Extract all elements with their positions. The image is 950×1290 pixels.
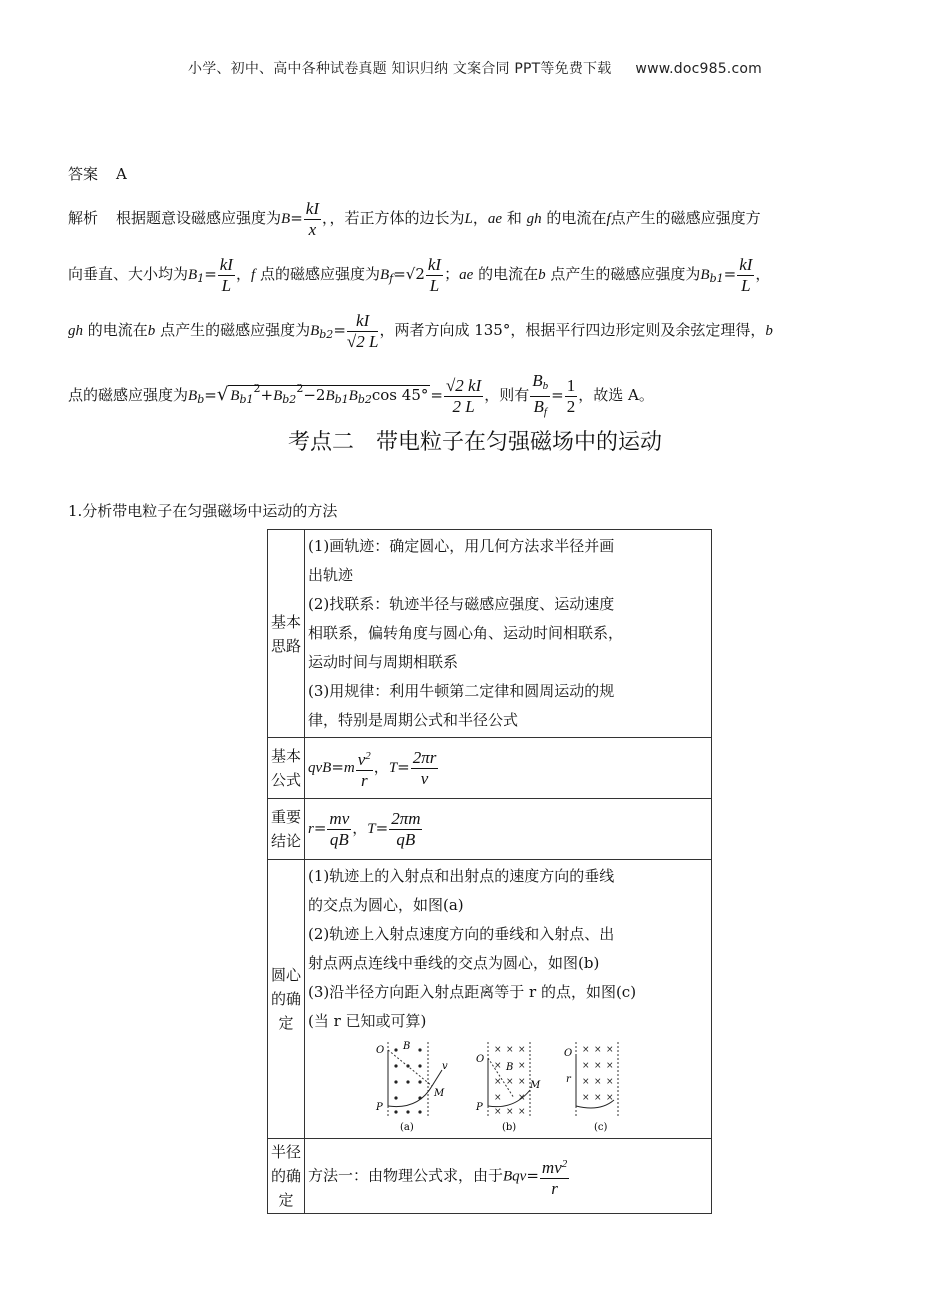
formula-fraction: $\frac{√2 kI}{2 L}$ [445,375,482,416]
content-line: 射点两点连线中垂线的交点为圆心，如图(b) [308,954,600,972]
row-key [268,799,305,860]
analysis-line-2: 向垂直、大小均为$B_1=$ $\frac{kI}{L}$ ，f 点的磁感应强度为$B_f=√2$ $\frac{kI}{L}$ ；ae 的电流在b 点产生的磁感应强度为$B_{b1}=$ $\frac{kI}{L}$ ， [68,254,771,295]
figure-label: (c) [594,1122,608,1133]
svg-text:O: O [564,1048,573,1059]
svg-text:×: × [518,1077,526,1087]
subheading: 1.分析带电粒子在匀强磁场中运动的方法 [68,502,338,520]
svg-text:×: × [594,1061,602,1071]
content-line: (3)用规律：利用牛顿第二定律和圆周运动的规 [308,682,615,700]
formula-fraction: $\frac{1}{2}$ [566,375,576,416]
analysis-text: 的电流在 [478,265,539,283]
content-line: 运动时间与周期相联系 [308,653,459,671]
row-content: 方法一：由物理公式求，由于Bqv= $\frac{mv^2}{r}$ [305,1139,712,1214]
svg-text:×: × [594,1093,602,1103]
answer-label: 答案 [68,165,99,183]
content-line: 律，特别是周期公式和半径公式 [308,711,519,729]
table-row [268,738,712,799]
method-table [267,529,712,1214]
analysis-text: 点的磁感应强度为 [68,386,189,404]
content-line: (2)找联系：轨迹半径与磁感应强度、运动速度 [308,595,615,613]
svg-text:×: × [494,1045,502,1055]
row-content [305,799,712,860]
svg-text:×: × [494,1107,502,1117]
row-content [305,738,712,799]
svg-text:×: × [518,1045,526,1055]
analysis-text: 两者方向成 135°，根据平行四边形定则及余弦定理得， [394,321,766,339]
content-line: (1)画轨迹：确定圆心，用几何方法求半径并画 [308,537,615,555]
analysis-text: 的电流在 [87,321,148,339]
svg-text:×: × [518,1107,526,1117]
table-row [268,799,712,860]
answer-line [68,163,890,185]
formula-fraction: $\frac{B_b}{B_f}$ [532,370,549,418]
center-diagrams [308,1040,708,1134]
analysis-text: 根据题意设磁感应强度为 [116,209,282,227]
analysis-text: ，若正方体的边长为 [329,209,465,227]
figure-label: (a) [400,1122,414,1133]
analysis-line-3: gh 的电流在b 点产生的磁感应强度为$B_{b2}=$ $\frac{kI}{√2 L}$ ，两者方向成 135°，根据平行四边形定则及余弦定理得，b [68,310,773,351]
svg-text:×: × [582,1061,590,1071]
analysis-label: 解析 [68,209,99,227]
content-line: 方法一：由物理公式求，由于 [308,1166,504,1184]
figure-label: (b) [502,1122,517,1133]
header-text: 小学、初中、高中各种试卷真题 知识归纳 文案合同 PPT等免费下载 [188,61,612,77]
svg-text:×: × [518,1093,526,1103]
svg-text:×: × [494,1061,502,1071]
svg-text:B: B [403,1041,411,1052]
row-key-text: 基本思路 [270,612,301,655]
row-key-text: 基本公式 [270,747,301,789]
content-line: 出轨迹 [308,566,354,584]
formula-fraction: $\frac{mv^2}{r}$ [540,1154,569,1199]
analysis-text: 点产生的磁感应强度为 [550,265,701,283]
analysis-text: 点产生的磁感应强度方 [610,209,761,227]
analysis-text: 的电流在 [546,209,607,227]
content-line: (当 r 已知或可算) [308,1012,427,1030]
formula: qvB=m $\frac{v^2}{r}$ ，T= $\frac{2\pi r}{v}$ [308,747,437,790]
content-line: (3)沿半径方向距入射点距离等于 r 的点，如图(c) [308,983,637,1001]
table-row [268,860,712,1139]
svg-text:M: M [530,1080,541,1091]
table-row [268,1139,712,1214]
analysis-line-4: 点的磁感应强度为$B_b=√$ $B_{b1}^2+B_{b2}^2-2B_{b1}B_{b2}\cos$ 45° = $\frac{√2 kI}{2 L}$ ，则有 $\frac{B_b}{B_f}$ = $\frac{1}{2}$ ，故选 A。 [68,366,890,412]
analysis-text: 和 [506,209,522,227]
table-row [268,530,712,738]
section-title: 带电粒子在匀强磁场中的运动 [376,430,663,455]
row-key-text: 半径的确定 [270,1143,301,1209]
figure-c [564,1042,618,1133]
svg-text:×: × [594,1077,602,1087]
svg-text:×: × [506,1045,514,1055]
svg-text:×: × [506,1107,514,1117]
formula-fraction: $\frac{kI}{L}$ [739,254,753,295]
svg-text:O: O [376,1045,385,1056]
formula-fraction: $\frac{kI}{L}$ [219,254,233,295]
content-line: 相联系，偏转角度与圆心角、运动时间相联系， [308,624,624,642]
svg-text:×: × [494,1077,502,1087]
row-content [305,530,712,738]
section-label: 考点二 [287,430,354,455]
row-key [268,1139,305,1214]
svg-text:×: × [582,1077,590,1087]
answer-value: A [116,165,127,183]
content-line: (2)轨迹上入射点速度方向的垂线和入射点、出 [308,925,615,943]
page-header [0,58,950,78]
svg-text:×: × [582,1093,590,1103]
svg-text:×: × [494,1093,502,1103]
content-line: (1)轨迹上的入射点和出射点的速度方向的垂线 [308,867,615,885]
svg-text:v: v [442,1061,448,1072]
analysis-text: 故选 A。 [593,386,654,404]
svg-text:×: × [582,1045,590,1055]
header-url[interactable]: www.doc985.com [635,61,762,77]
svg-text:×: × [606,1077,614,1087]
svg-text:×: × [606,1093,614,1103]
svg-text:×: × [518,1061,526,1071]
content-line: 的交点为圆心，如图(a) [308,896,464,914]
svg-text:×: × [594,1045,602,1055]
svg-text:×: × [606,1061,614,1071]
formula-fraction: $\frac{kI}{L}$ [427,254,442,295]
svg-text:O: O [476,1054,485,1065]
svg-text:P: P [476,1102,483,1113]
analysis-line-1: 解析 根据题意设磁感应强度为B= $\frac{kI}{x}$ ，，若正方体的边长为L，ae 和 gh 的电流在f点产生的磁感应强度方 [68,198,761,239]
svg-text:×: × [506,1077,514,1087]
figure-b [475,1042,541,1133]
formula-fraction: $\frac{kI}{√2 L}$ [346,310,379,351]
formula-fraction: $\frac{kI}{x}$ [305,198,319,239]
formula: r= $\frac{mv}{qB}$ ，T= $\frac{2\pi m}{qB}$ [308,808,421,849]
svg-text:r: r [566,1074,571,1085]
svg-text:×: × [606,1045,614,1055]
analysis-text: 向垂直、大小均为 [68,265,189,283]
row-content [305,860,712,1139]
row-key [268,738,305,799]
analysis-text: 点的磁感应强度为 [259,265,380,283]
analysis-text: 点产生的磁感应强度为 [160,321,311,339]
row-key-text: 圆心的确定 [270,966,301,1032]
analysis-text: 则有 [499,386,530,404]
row-key [268,530,305,738]
svg-text:M: M [434,1088,445,1099]
row-key-text: 重要结论 [270,808,301,850]
svg-text:P: P [376,1102,383,1113]
figure-a [375,1041,448,1133]
svg-text:B: B [506,1062,514,1073]
section-heading [0,425,950,456]
row-key [268,860,305,1139]
